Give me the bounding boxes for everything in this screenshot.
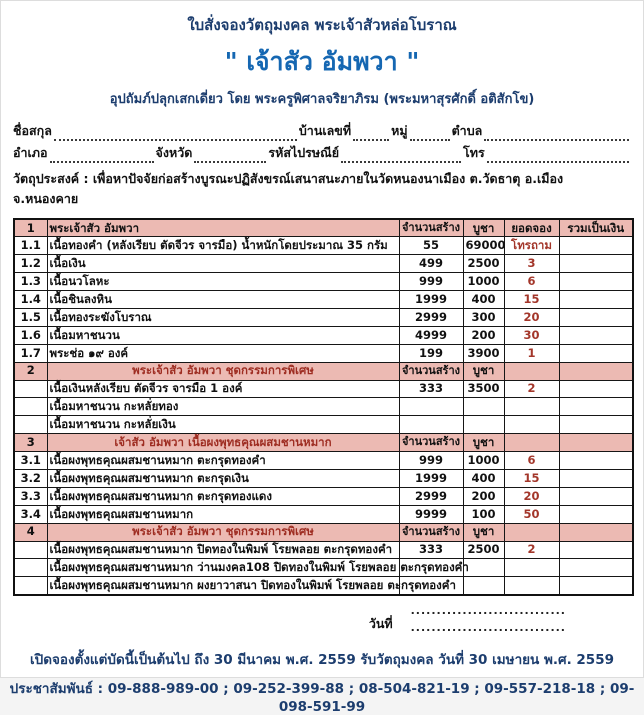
table-row [14,344,633,362]
section-1-header [14,219,633,237]
item-price: 200 [463,487,504,505]
row-number: 1.5 [14,308,47,326]
form-line-2 [13,141,631,163]
table-row [14,577,633,595]
price-column-header: บูชา [463,219,504,237]
item-reserved: 50 [504,505,559,523]
item-total [559,416,633,434]
signature-date-block [366,600,566,634]
document-title: ใบสั่งจองวัตถุมงคล พระเจ้าสัวหล่อโบราณ [187,16,457,34]
qty-column-header: จำนวนสร้าง [399,362,463,380]
item-total [559,469,633,487]
section-title: พระเจ้าสัว อัมพวา ชุดกรรมการพิเศษ [47,362,399,380]
item-reserved: 20 [504,308,559,326]
item-price [463,398,504,416]
item-qty: 4999 [399,326,463,344]
blessing-subtitle: อุปถัมภ์ปลุกเสกเดี่ยว โดย พระครูพิศาลจริยาภิรม (พระมหาสุรศักดิ์ อติสักโข) [109,92,535,107]
booking-period-text: เปิดจองตั้งแต่บัดนี้เป็นต้นไป ถึง 30 มีนาคม พ.ศ. 2559 รับวัตถุมงคล วันที่ 30 เมษายน พ.ศ. 2559 [30,651,614,668]
row-number: 1.3 [14,273,47,291]
table-row [14,291,633,309]
table-row [14,237,633,255]
row-number: 1.6 [14,326,47,344]
contact-phones-text: ประชาสัมพันธ์ : 09-888-989-00 ; 09-252-399-88 ; 08-504-821-19 ; 09-557-218-18 ; 09-098-591-99 [9,680,635,715]
table-row [14,559,633,577]
item-description: เนื้อผงพุทธคุณผสมชานหมาก ตะกรุดเงิน [47,469,399,487]
item-description: เนื้อทองระฆังโบราณ [47,308,399,326]
item-price: 2500 [463,255,504,273]
item-total [559,308,633,326]
row-number: 1.7 [14,344,47,362]
section-number: 3 [14,434,47,452]
item-qty: 333 [399,380,463,398]
item-total [559,380,633,398]
table-row [14,398,633,416]
reserved-column-header: ยอดจอง [504,219,559,237]
qty-column-header: จำนวนสร้าง [399,523,463,541]
province-field [194,147,266,163]
price-column-header: บูชา [463,362,504,380]
row-number [14,541,47,559]
province-label: จังหวัด [155,145,193,160]
house-no-label: บ้านเลขที่ [298,123,352,138]
qty-column-header: จำนวนสร้าง [399,434,463,452]
section-number: 2 [14,362,47,380]
tambon-field [484,125,629,141]
signature-line: .............................. [410,603,566,617]
phone-label: โทร [463,145,485,160]
item-total [559,273,633,291]
item-total [559,559,633,577]
item-reserved [504,416,559,434]
table-row [14,255,633,273]
name-label: ชื่อสกุล [13,123,52,138]
item-price: 3500 [463,380,504,398]
item-description: เนื้อผงพุทธคุณผสมชานหมาก ตะกรุดทองคำ [47,452,399,470]
item-reserved: 20 [504,487,559,505]
item-total [559,344,633,362]
item-total [559,326,633,344]
item-price: 400 [463,469,504,487]
date-label: วันที่ [368,615,393,631]
row-number: 3.2 [14,469,47,487]
row-number: 1.1 [14,237,47,255]
section-title: พระเจ้าสัว อัมพวา [47,219,399,237]
price-column-header: บูชา [463,434,504,452]
amphoe-label: อำเภอ [13,145,48,160]
row-number: 1.4 [14,291,47,309]
item-qty: 55 [399,237,463,255]
item-qty: 1999 [399,469,463,487]
row-number: 3.1 [14,452,47,470]
item-price: 1000 [463,273,504,291]
name-field [54,125,297,141]
item-reserved: 2 [504,541,559,559]
item-description: เนื้อมหาชนวน [47,326,399,344]
row-number [14,398,47,416]
item-reserved: โทรถาม [504,237,559,255]
item-description: เนื้อผงพุทธคุณผสมชานหมาก ผงยาวาสนา ปิดทองในพิมพ์ โรยพลอย ตะกรุดทองคำ [47,577,399,595]
reserved-column-header [504,523,559,541]
reserved-column-header [504,434,559,452]
item-total [559,398,633,416]
item-reserved [504,559,559,577]
item-price [463,577,504,595]
table-row [14,326,633,344]
section-2-header [14,362,633,380]
item-total [559,237,633,255]
item-total [559,505,633,523]
item-total [559,577,633,595]
section-4-header [14,523,633,541]
item-qty: 333 [399,541,463,559]
item-reserved: 6 [504,273,559,291]
item-description: เนื้อผงพุทธคุณผสมชานหมาก ตะกรุดทองแดง [47,487,399,505]
document-footer [0,648,644,715]
total-column-header: รวมเป็นเงิน [559,219,633,237]
item-reserved: 2 [504,380,559,398]
section-title: เจ้าสัว อัมพวา เนื้อผงพุทธคุณผสมชานหมาก [47,434,399,452]
reserved-column-header [504,362,559,380]
row-number [14,380,47,398]
phone-field [487,147,629,163]
item-qty: 199 [399,344,463,362]
house-no-field [353,125,389,141]
item-description: เนื้อผงพุทธคุณผสมชานหมาก ปิดทองในพิมพ์ โรยพลอย ตะกรุดทองคำ [47,541,399,559]
item-description: เนื้อทองคำ (หลังเรียบ ตัดจีวร จารมือ) น้ำหนักโดยประมาณ 35 กรัม [47,237,399,255]
item-qty [399,398,463,416]
item-reserved [504,577,559,595]
total-column-header [559,523,633,541]
item-price: 69000 [463,237,504,255]
form-line-1 [13,119,631,141]
personal-info-form [13,119,631,209]
price-column-header: บูชา [463,523,504,541]
item-reserved: 15 [504,469,559,487]
row-number [14,559,47,577]
total-column-header [559,434,633,452]
item-description: เนื้อเงิน [47,255,399,273]
row-number [14,577,47,595]
order-table [13,218,634,596]
item-total [559,452,633,470]
item-reserved: 1 [504,344,559,362]
item-description: เนื้อเงินหลังเรียบ ตัดจีวร จารมือ 1 องค์ [47,380,399,398]
item-price [463,416,504,434]
item-reserved: 15 [504,291,559,309]
item-price: 300 [463,308,504,326]
table-row [14,416,633,434]
item-qty: 999 [399,452,463,470]
item-reserved: 6 [504,452,559,470]
qty-column-header: จำนวนสร้าง [399,219,463,237]
moo-field [410,125,450,141]
item-description: เนื้อนวโลหะ [47,273,399,291]
item-price: 1000 [463,452,504,470]
item-description: เนื้อผงพุทธคุณผสมชานหมาก ว่านมงคล108 ปิดทองในพิมพ์ โรยพลอย ตะกรุดทองคำ [47,559,399,577]
item-description: เนื้อผงพุทธคุณผสมชานหมาก [47,505,399,523]
item-reserved [504,398,559,416]
row-number [14,416,47,434]
item-reserved: 30 [504,326,559,344]
table-row [14,380,633,398]
date-line: .............................. [410,620,566,634]
moo-label: หมู่ [391,123,408,138]
item-description: พระช่อ ๑๙ องค์ [47,344,399,362]
item-qty: 999 [399,273,463,291]
item-total [559,255,633,273]
item-total [559,541,633,559]
row-number: 1.2 [14,255,47,273]
postcode-field [341,147,461,163]
postcode-label: รหัสไปรษณีย์ [268,145,340,160]
item-qty: 1999 [399,291,463,309]
item-price: 200 [463,326,504,344]
table-row [14,487,633,505]
item-qty: 9999 [399,505,463,523]
table-row [14,452,633,470]
item-description: เนื้อชินลงหิน [47,291,399,309]
amulet-name-title: " เจ้าสัว อัมพวา " [224,47,420,76]
item-qty: 2999 [399,487,463,505]
total-column-header [559,362,633,380]
table-row [14,541,633,559]
purpose-statement: วัตถุประสงค์ : เพื่อหาปัจจัยก่อสร้างบูรณะปฏิสังขรณ์เสนาสนะภายในวัดหนองนาเมือง ต.วัดธาตุ อ.เมือง จ.หนองคาย [13,171,564,206]
item-qty: 499 [399,255,463,273]
item-total [559,487,633,505]
item-price: 100 [463,505,504,523]
item-price: 2500 [463,541,504,559]
table-row [14,308,633,326]
amphoe-field [50,147,154,163]
document-header [0,0,644,109]
table-row [14,505,633,523]
section-3-header [14,434,633,452]
item-qty: 2999 [399,308,463,326]
table-row [14,469,633,487]
section-number: 1 [14,219,47,237]
item-price: 400 [463,291,504,309]
tambon-label: ตำบล [451,123,483,138]
item-reserved: 3 [504,255,559,273]
item-price: 3900 [463,344,504,362]
row-number: 3.3 [14,487,47,505]
table-row [14,273,633,291]
item-qty [399,416,463,434]
item-total [559,291,633,309]
item-description: เนื้อมหาชนวน กะหลั่ยเงิน [47,416,399,434]
section-title: พระเจ้าสัว อัมพวา ชุดกรรมการพิเศษ [47,523,399,541]
item-description: เนื้อมหาชนวน กะหลั่ยทอง [47,398,399,416]
item-price [463,559,504,577]
section-number: 4 [14,523,47,541]
row-number: 3.4 [14,505,47,523]
